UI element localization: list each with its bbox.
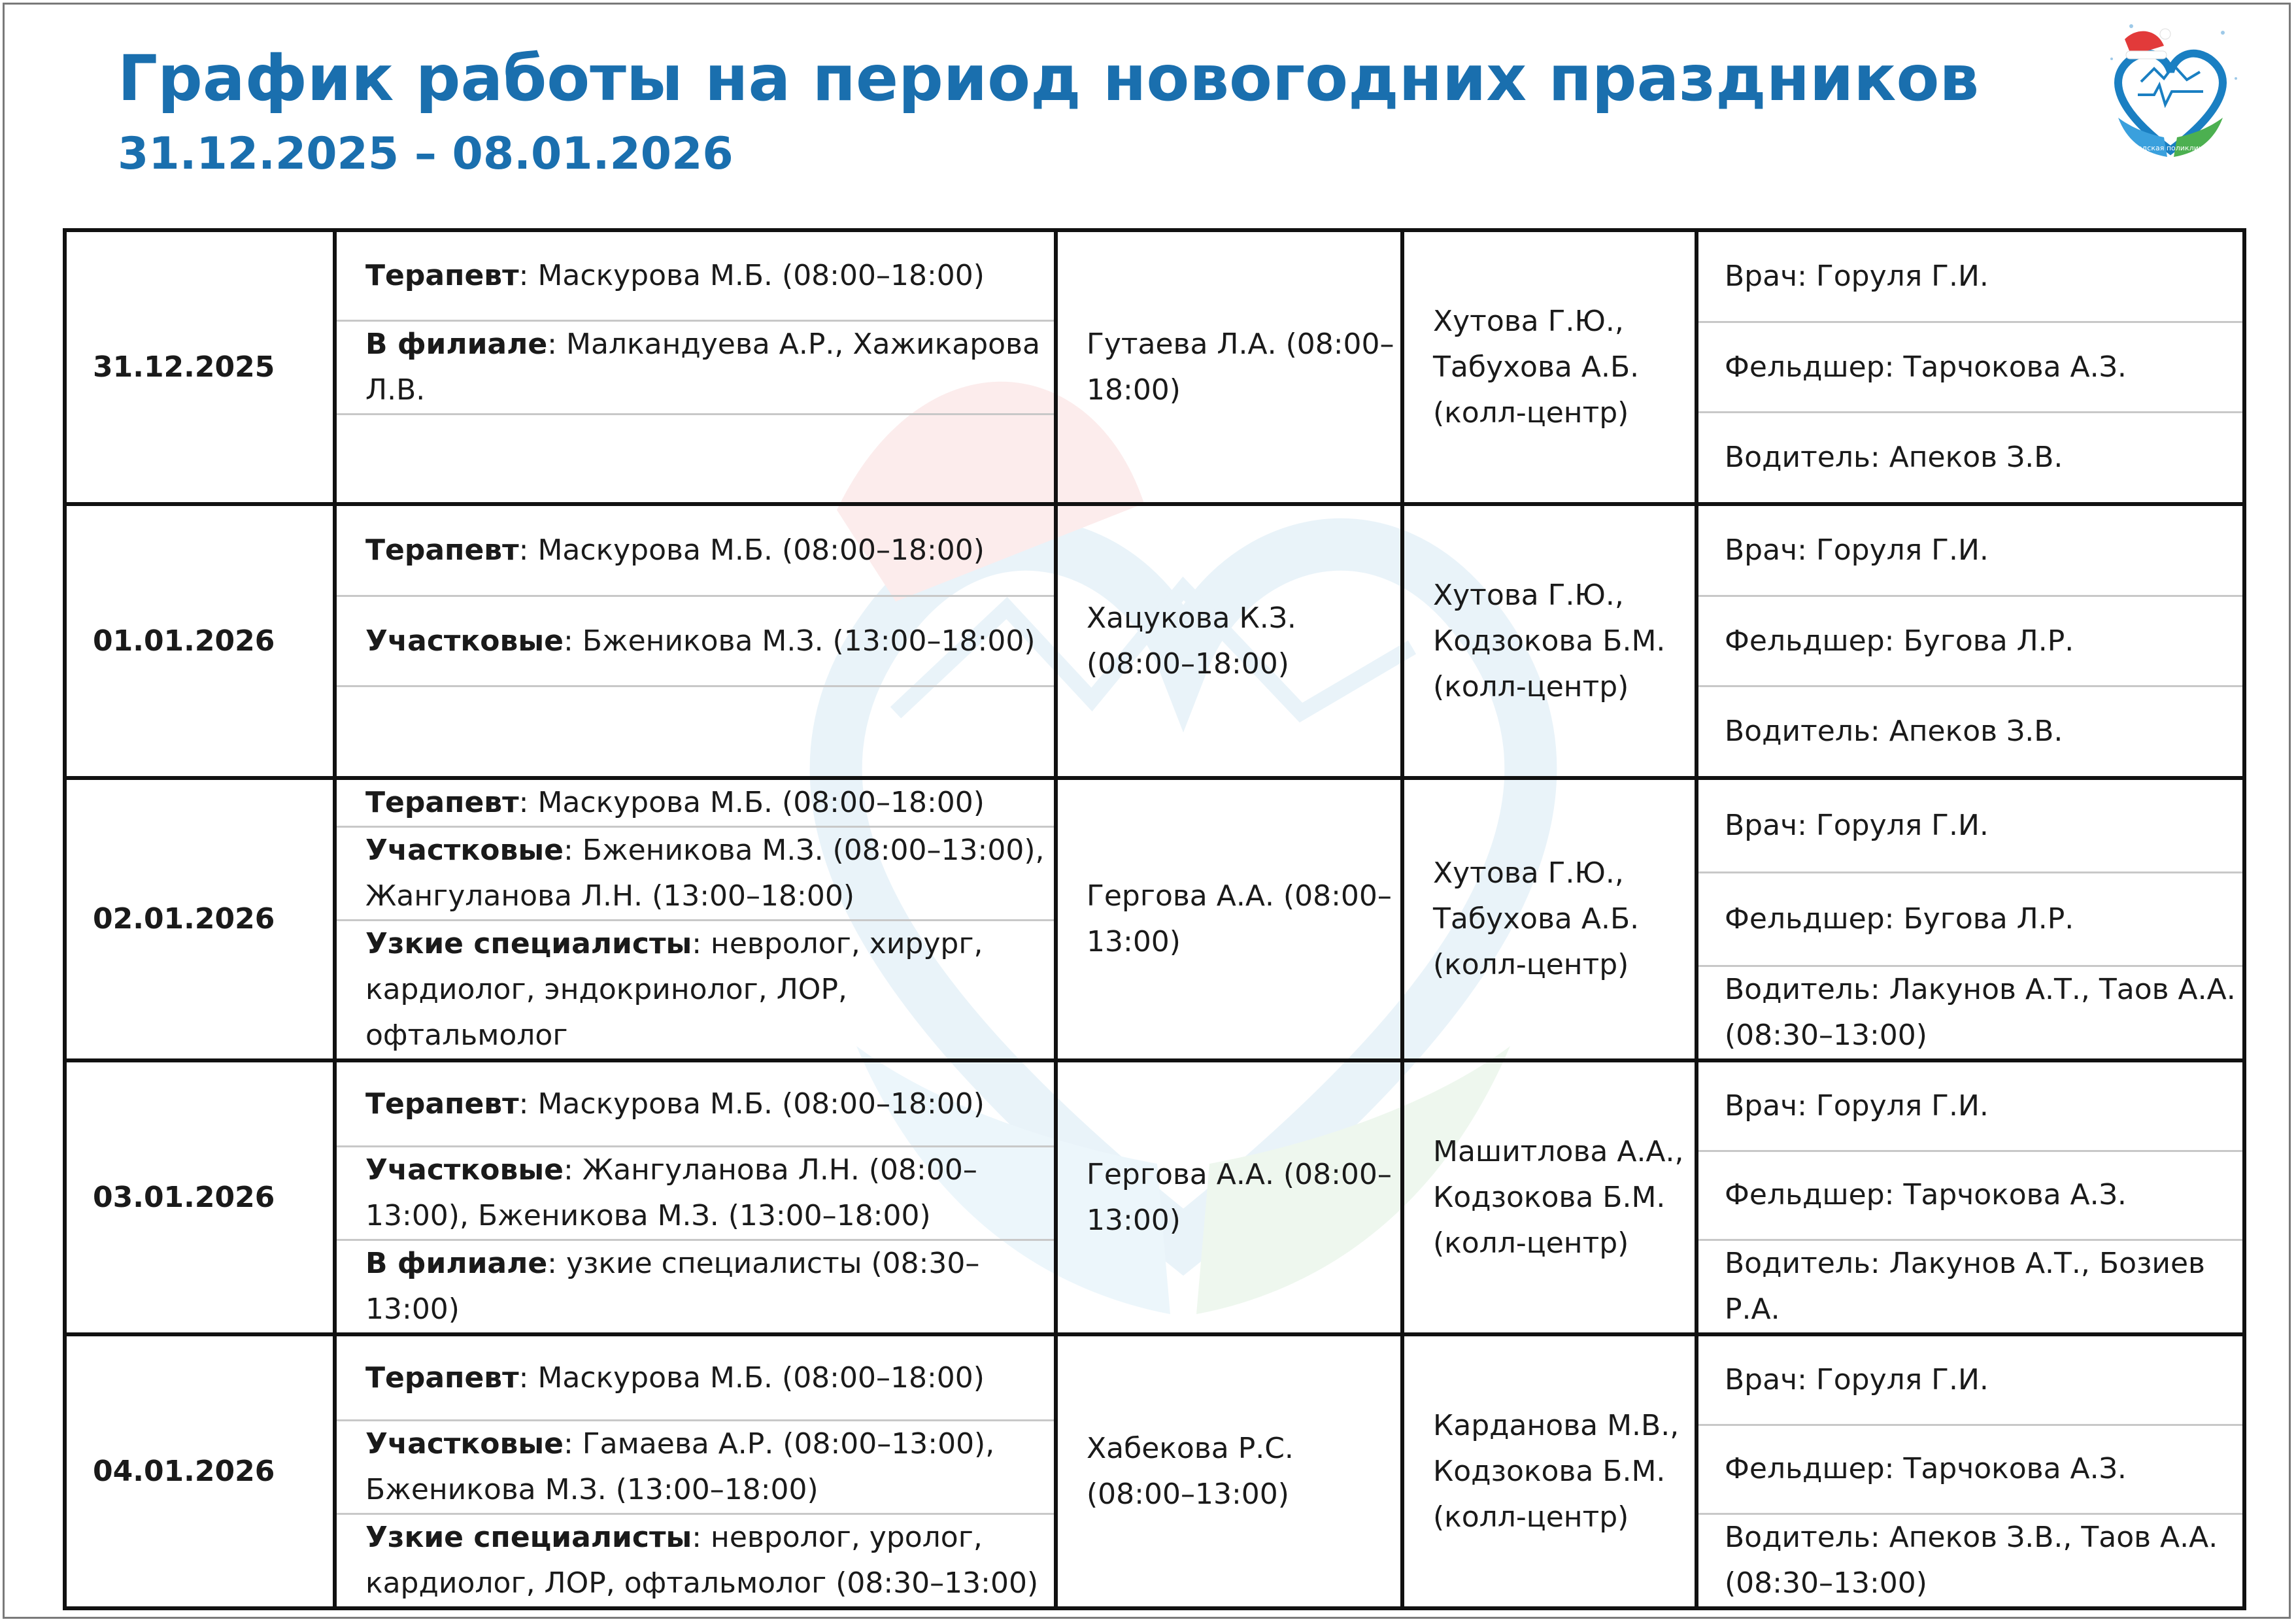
staff-names: : Маскурова М.Б. (08:00–18:00)	[518, 533, 985, 567]
registry-cell: Гергова А.А. (08:00–13:00)	[1056, 1060, 1402, 1334]
callcenter-cell: Хутова Г.Ю., Табухова А.Б. (колл-центр)	[1402, 778, 1697, 1060]
schedule-row	[65, 1334, 2244, 1608]
emergency-line: Водитель: Апеков З.В., Таов А.А. (08:30–13:00)	[1725, 1521, 2218, 1600]
staff-role-label: Терапевт	[365, 786, 519, 819]
staff-names: : Жангуланова Л.Н. (08:00–13:00), Бженикова М.З. (13:00–18:00)	[365, 1153, 977, 1232]
staff-cell	[335, 504, 1056, 778]
emergency-line: Водитель: Апеков З.В.	[1725, 441, 2063, 475]
logo-text: Городская поликлиника	[2124, 144, 2217, 152]
staff-names: : Гамаева А.Р. (08:00–13:00), Бженикова М.З. (13:00–18:00)	[365, 1427, 995, 1506]
staff-names: : Маскурова М.Б. (08:00–18:00)	[518, 786, 985, 819]
staff-line	[337, 1241, 1054, 1332]
callcenter-cell: Хутова Г.Ю., Кодзокова Б.М. (колл-центр)	[1402, 504, 1697, 778]
staff-line	[337, 322, 1054, 415]
emergency-cell	[1697, 1334, 2244, 1608]
staff-line	[337, 1062, 1054, 1147]
schedule-row	[65, 778, 2244, 1060]
staff-line	[337, 232, 1054, 322]
staff-role-label: Участковые	[365, 1153, 564, 1187]
emergency-line: Врач: Горуля Г.И.	[1698, 506, 2242, 597]
staff-names: : Бженикова М.З. (08:00–13:00), Жангуланова Л.Н. (13:00–18:00)	[365, 834, 1045, 913]
callcenter-cell: Карданова М.В., Кодзокова Б.М. (колл-центр)	[1402, 1334, 1697, 1608]
row-date: 01.01.2026	[65, 504, 335, 778]
emergency-line: Фельдшер: Тарчокова А.З.	[1698, 323, 2242, 414]
staff-names: : Маскурова М.Б. (08:00–18:00)	[518, 258, 985, 292]
schedule-row	[65, 1060, 2244, 1334]
emergency-line: Фельдшер: Бугова Л.Р.	[1698, 597, 2242, 688]
emergency-line: Врач: Горуля Г.И.	[1698, 780, 2242, 873]
staff-line	[337, 780, 1054, 828]
staff-names: : невролог, уролог, кардиолог, ЛОР, офтальмолог (08:30–13:00)	[365, 1521, 1039, 1600]
emergency-line: Фельдшер: Тарчокова А.З.	[1698, 1152, 2242, 1242]
staff-role-label: Участковые	[365, 624, 564, 658]
staff-cell	[335, 1060, 1056, 1334]
staff-line	[337, 921, 1054, 1058]
row-date: 04.01.2026	[65, 1334, 335, 1608]
staff-line	[337, 1515, 1054, 1606]
emergency-line: Врач: Горуля Г.И.	[1698, 232, 2242, 323]
registry-cell: Хацукова К.З. (08:00–18:00)	[1056, 504, 1402, 778]
schedule-row	[65, 504, 2244, 778]
registry-cell: Гутаева Л.А. (08:00–18:00)	[1056, 230, 1402, 504]
staff-line	[337, 1421, 1054, 1515]
staff-role-label: Участковые	[365, 834, 564, 867]
emergency-line: Врач: Горуля Г.И.	[1698, 1336, 2242, 1426]
staff-role-label: В филиале	[365, 327, 548, 361]
staff-role-label: Участковые	[365, 1427, 564, 1461]
staff-names: : Бженикова М.З. (13:00–18:00)	[563, 624, 1036, 658]
staff-names: : Малкандуева А.Р., Хажикарова Л.В.	[365, 327, 1040, 407]
registry-cell: Хабекова Р.С. (08:00–13:00)	[1056, 1334, 1402, 1608]
staff-role-label: Узкие специалисты	[365, 1521, 692, 1554]
emergency-line: Врач: Горуля Г.И.	[1698, 1062, 2242, 1152]
staff-cell	[335, 778, 1056, 1060]
staff-line	[337, 1147, 1054, 1241]
emergency-cell	[1697, 1060, 2244, 1334]
row-date: 31.12.2025	[65, 230, 335, 504]
row-date: 03.01.2026	[65, 1060, 335, 1334]
callcenter-cell: Машитлова А.А., Кодзокова Б.М. (колл-центр)	[1402, 1060, 1697, 1334]
emergency-cell	[1697, 230, 2244, 504]
date-range: 31.12.2025 – 08.01.2026	[118, 128, 734, 180]
staff-line	[337, 415, 1054, 503]
staff-names: : невролог, хирург, кардиолог, эндокринолог, ЛОР, офтальмолог	[365, 927, 983, 1052]
staff-names: : Маскурова М.Б. (08:00–18:00)	[518, 1361, 985, 1395]
schedule-row	[65, 230, 2244, 504]
staff-line	[337, 828, 1054, 921]
staff-line	[337, 1336, 1054, 1421]
page-title: График работы на период новогодних праздников	[118, 42, 1980, 115]
staff-line	[337, 597, 1054, 688]
row-date: 02.01.2026	[65, 778, 335, 1060]
emergency-cell	[1697, 778, 2244, 1060]
staff-role-label: В филиале	[365, 1247, 548, 1280]
staff-cell	[335, 1334, 1056, 1608]
emergency-cell	[1697, 504, 2244, 778]
staff-cell	[335, 230, 1056, 504]
staff-line	[337, 687, 1054, 776]
staff-line	[337, 506, 1054, 597]
emergency-line: Фельдшер: Бугова Л.Р.	[1698, 873, 2242, 967]
schedule-table	[63, 228, 2246, 1610]
callcenter-cell: Хутова Г.Ю., Табухова А.Б. (колл-центр)	[1402, 230, 1697, 504]
staff-role-label: Терапевт	[365, 1087, 519, 1121]
staff-role-label: Узкие специалисты	[365, 927, 692, 960]
staff-role-label: Терапевт	[365, 258, 519, 292]
staff-role-label: Терапевт	[365, 533, 519, 567]
emergency-line: Фельдшер: Тарчокова А.З.	[1698, 1426, 2242, 1515]
emergency-line: Водитель: Лакунов А.Т., Таов А.А. (08:30–13:00)	[1725, 973, 2236, 1052]
staff-names: : Маскурова М.Б. (08:00–18:00)	[518, 1087, 985, 1121]
emergency-line: Водитель: Апеков З.В.	[1725, 715, 2063, 749]
heart-hands-santa-hat-logo-icon	[2092, 20, 2249, 163]
emergency-line: Водитель: Лакунов А.Т., Бозиев Р.А.	[1725, 1247, 2205, 1326]
registry-cell: Гергова А.А. (08:00–13:00)	[1056, 778, 1402, 1060]
staff-role-label: Терапевт	[365, 1361, 519, 1395]
staff-names: : узкие специалисты (08:30–13:00)	[365, 1247, 980, 1326]
